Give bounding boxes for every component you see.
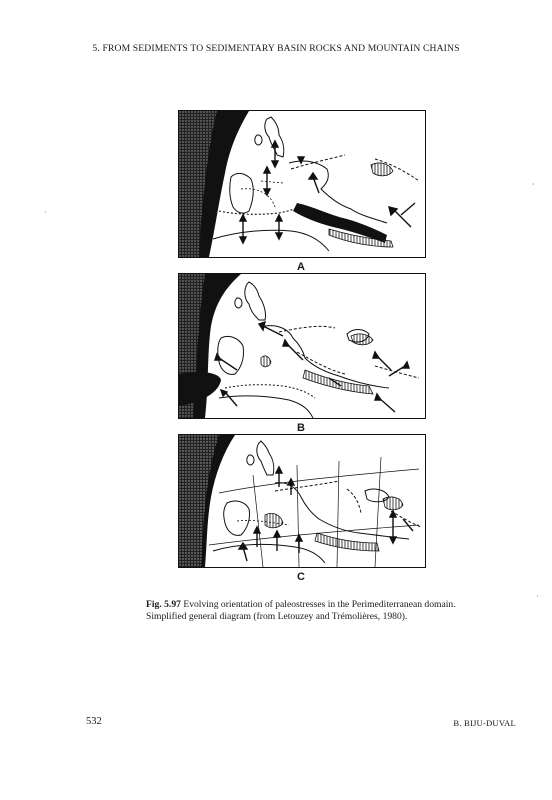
iberian-peninsula — [230, 173, 253, 213]
map-c-drawing — [179, 435, 425, 567]
panel-label-c: C — [297, 571, 305, 583]
stress-arrows-c — [239, 467, 413, 561]
panel-label-a: A — [297, 261, 305, 273]
figure-label: Fig. 5.97 — [146, 599, 181, 610]
orogenic-belt-b — [303, 370, 373, 394]
author-name: B. BIJU-DUVAL — [453, 718, 516, 728]
iberian-peninsula — [218, 336, 244, 374]
caption-subtitle: Simplified general diagram (from Letouzey and Trémolières, 1980). — [146, 610, 408, 622]
figure-caption — [146, 599, 476, 622]
map-panel-b — [178, 273, 426, 419]
page-number: 532 — [86, 716, 102, 727]
orogenic-belt-c — [315, 533, 379, 551]
caption-title: Evolving orientation of paleostresses in the Perimediterranean domain. — [183, 599, 456, 610]
running-head: 5. FROM SEDIMENTS TO SEDIMENTARY BASIN ROCKS AND MOUNTAIN CHAINS — [92, 43, 460, 54]
scan-speck: · — [532, 180, 535, 189]
british-isles — [245, 282, 266, 320]
map-b-drawing — [179, 274, 425, 418]
map-panel-a — [178, 110, 426, 258]
stress-arrows-a — [240, 141, 415, 243]
iberian-peninsula — [224, 501, 250, 535]
panel-label-b: B — [297, 422, 305, 434]
scan-speck: · — [536, 592, 539, 601]
map-panel-c — [178, 434, 426, 568]
scan-speck: · — [44, 208, 47, 217]
british-isles — [257, 441, 274, 475]
map-a-drawing — [179, 111, 425, 257]
